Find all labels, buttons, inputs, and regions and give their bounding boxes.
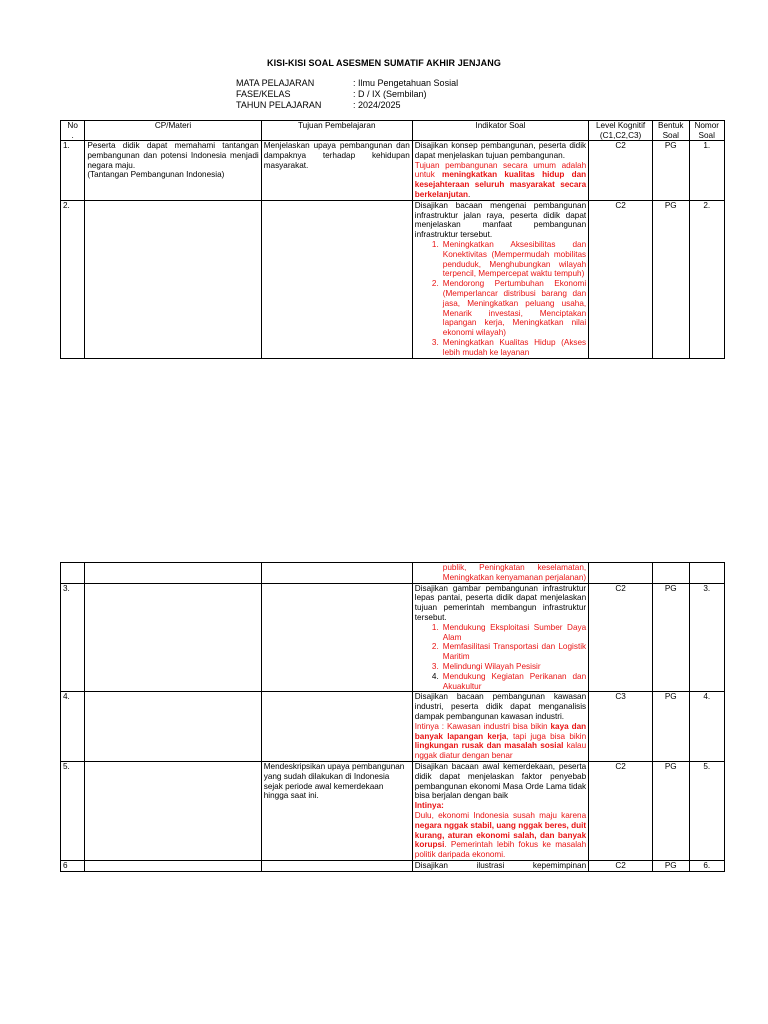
- indikator-cell: [412, 761, 588, 860]
- nomor-soal-cell: 1.: [689, 141, 725, 201]
- cp-materi-text: Peserta didik dapat memahami tantangan pembangunan dan potensi Indonesia menjadi negara maju.: [87, 141, 259, 170]
- indikator-cell: [412, 692, 588, 762]
- nomor-soal-cell: 4.: [689, 692, 725, 762]
- table-row: [61, 200, 725, 358]
- tujuan-pembelajaran-cell: Menjelaskan upaya pembangunan dan dampaknya terhadap kehidupan masyarakat.: [261, 141, 412, 201]
- nomor-soal-cell: 3.: [689, 583, 725, 692]
- header-tujuan-pembelajaran: Tujuan Pembelajaran: [261, 121, 412, 141]
- level-kognitif-cell: C2: [589, 141, 653, 201]
- table-row: [61, 692, 725, 762]
- meta-label: FASE/KELAS: [236, 89, 291, 99]
- cp-materi-topic: (Tantangan Pembangunan Indonesia): [87, 170, 225, 180]
- tujuan-pembelajaran-cell: [261, 860, 412, 871]
- row-number: 1.: [61, 141, 85, 201]
- bentuk-soal-cell: PG: [653, 583, 689, 692]
- row-number: 3.: [61, 583, 85, 692]
- header-nomor-soal: Nomor Soal: [689, 121, 725, 141]
- tujuan-pembelajaran-cell: [261, 563, 412, 584]
- indikator-text: Disajikan ilustrasi kepemimpinan: [412, 860, 588, 871]
- table-row: [61, 141, 725, 201]
- indikator-text: Disajikan bacaan awal kemerdekaan, peserta didik dapat menjelaskan faktor penyebab pembangunan ekonomi Masa Orde Lama tidak bisa berjalan dengan baik: [414, 761, 587, 801]
- header-level-kognitif: Level Kognitif (C1,C2,C3): [589, 121, 653, 141]
- meta-row-year: [236, 100, 458, 111]
- tujuan-pembelajaran-cell: [261, 200, 412, 358]
- list-item: 3. Meningkatkan Kualitas Hidup (Akses lebih mudah ke layanan: [431, 337, 587, 357]
- cp-materi-cell: [85, 761, 261, 860]
- bentuk-soal-cell: PG: [653, 860, 689, 871]
- nomor-soal-cell: 5.: [689, 761, 725, 860]
- table-row-continued: [61, 563, 725, 584]
- bentuk-soal-cell: PG: [653, 692, 689, 762]
- level-kognitif-cell: C2: [589, 761, 653, 860]
- indikator-text: Disajikan bacaan pembangunan kawasan industri, peserta didik dapat menganalisis dampak pembangunan kawasan industri.: [414, 692, 587, 721]
- row-number: 5.: [61, 761, 85, 860]
- tujuan-pembelajaran-cell: [261, 583, 412, 692]
- nomor-soal-cell: 2.: [689, 200, 725, 358]
- bentuk-soal-cell: [653, 563, 689, 584]
- meta-label: MATA PELAJARAN: [236, 78, 315, 88]
- indikator-text: Disajikan bacaan mengenai pembangunan infrastruktur jalan raya, peserta didik dapat menjelaskan manfaat pembangunan infrastruktur tersebut.: [414, 200, 587, 240]
- tujuan-pembelajaran-cell: [261, 692, 412, 762]
- table-row: [61, 860, 725, 871]
- meta-row-phase: [236, 89, 458, 100]
- list-item: 4. Mendukung Kegiatan Perikanan dan Akuakultur: [431, 671, 587, 691]
- table-row: [61, 761, 725, 860]
- nomor-soal-cell: 6.: [689, 860, 725, 871]
- header-cp-materi: CP/Materi: [85, 121, 261, 141]
- meta-value: : 2024/2025: [353, 100, 401, 110]
- level-kognitif-cell: C3: [589, 692, 653, 762]
- meta-row-subject: [236, 78, 458, 89]
- header-indikator-soal: Indikator Soal: [412, 121, 588, 141]
- list-item: 1. Mendukung Eksploitasi Sumber Daya Alam: [431, 622, 587, 642]
- tujuan-pembelajaran-cell: Mendeskripsikan upaya pembangunan yang sudah dilakukan di Indonesia sejak periode awal kemerdekaan hingga saat ini.: [261, 761, 412, 860]
- nomor-soal-cell: [689, 563, 725, 584]
- list-item: 3. Melindungi Wilayah Pesisir: [431, 661, 541, 671]
- level-kognitif-cell: C2: [589, 583, 653, 692]
- cp-materi-cell: [85, 583, 261, 692]
- meta-value: : D / IX (Sembilan): [353, 89, 427, 99]
- header-bentuk-soal: Bentuk Soal: [653, 121, 689, 141]
- kisi-kisi-table-page-2: [60, 562, 725, 872]
- bentuk-soal-cell: PG: [653, 761, 689, 860]
- cp-materi-cell: [85, 860, 261, 871]
- header-no: No .: [61, 121, 85, 141]
- bentuk-soal-cell: PG: [653, 141, 689, 201]
- cp-materi-cell: [85, 141, 261, 201]
- row-number: 4.: [61, 692, 85, 762]
- indikator-text: Disajikan konsep pembangunan, peserta didik dapat menjelaskan tujuan pembangunan.: [414, 141, 587, 160]
- meta-label: TAHUN PELAJARAN: [236, 100, 322, 110]
- document-title: KISI-KISI SOAL ASESMEN SUMATIF AKHIR JENJANG: [267, 58, 501, 68]
- row-number: [61, 563, 85, 584]
- level-kognitif-cell: C2: [589, 200, 653, 358]
- list-item: 1. Meningkatkan Aksesibilitas dan Konektivitas (Mempermudah mobilitas penduduk, Menghubungkan wilayah terpencil, Mempercepat waktu tempuh): [431, 239, 587, 279]
- indikator-cell: [412, 141, 588, 201]
- indikator-answer-note: Intinya : Kawasan industri bisa bikin kaya dan banyak lapangan kerja, tapi juga bisa bikin lingkungan rusak dan masalah sosial kalau nggak diatur dengan benar: [414, 721, 587, 761]
- row-number: 6: [61, 860, 85, 871]
- indikator-answer-list: [427, 240, 586, 358]
- indikator-text: Disajikan gambar pembangunan infrastruktur lepas pantai, peserta didik dapat menjelaskan tujuan pemerintah membangun infrastruktur tersebut.: [414, 583, 587, 622]
- list-item: 2. Mendorong Pertumbuhan Ekonomi (Memperlancar distribusi barang dan jasa, Meningkatkan peluang usaha, Menarik investasi, Menciptakan lapangan kerja, Meningkatkan nilai ekonomi wilayah): [431, 279, 587, 338]
- row-number: 2.: [61, 200, 85, 358]
- document-meta: [236, 78, 458, 111]
- level-kognitif-cell: C2: [589, 860, 653, 871]
- indikator-answer-note: Dulu, ekonomi Indonesia susah maju karena negara nggak stabil, uang nggak beres, duit kurang, aturan ekonomi salah, dan banyak korupsi. Pemerintah lebih fokus ke masalah politik daripada ekonomi.: [414, 810, 587, 860]
- cp-materi-cell: [85, 200, 261, 358]
- indikator-answer-list: [427, 623, 586, 692]
- table-row: [61, 583, 725, 692]
- list-item: 2. Memfasilitasi Transportasi dan Logistik Maritim: [431, 642, 587, 662]
- meta-value: : Ilmu Pengetahuan Sosial: [353, 78, 459, 88]
- level-kognitif-cell: [589, 563, 653, 584]
- kisi-kisi-table-page-1: [60, 120, 725, 359]
- indikator-summary-label: Intinya:: [414, 801, 444, 811]
- indikator-answer-continued: publik, Peningkatan keselamatan, Meningkatkan kenyamanan perjalanan): [442, 563, 587, 582]
- bentuk-soal-cell: PG: [653, 200, 689, 358]
- indikator-answer-note: Tujuan pembangunan secara umum adalah untuk meningkatkan kualitas hidup dan kesejahteraan seluruh masyarakat secara berkelanjutan.: [414, 160, 587, 199]
- indikator-cell: [412, 200, 588, 358]
- cp-materi-cell: [85, 563, 261, 584]
- cp-materi-cell: [85, 692, 261, 762]
- indikator-cell: [412, 563, 588, 584]
- table-header-row: [61, 121, 725, 141]
- indikator-cell: [412, 583, 588, 692]
